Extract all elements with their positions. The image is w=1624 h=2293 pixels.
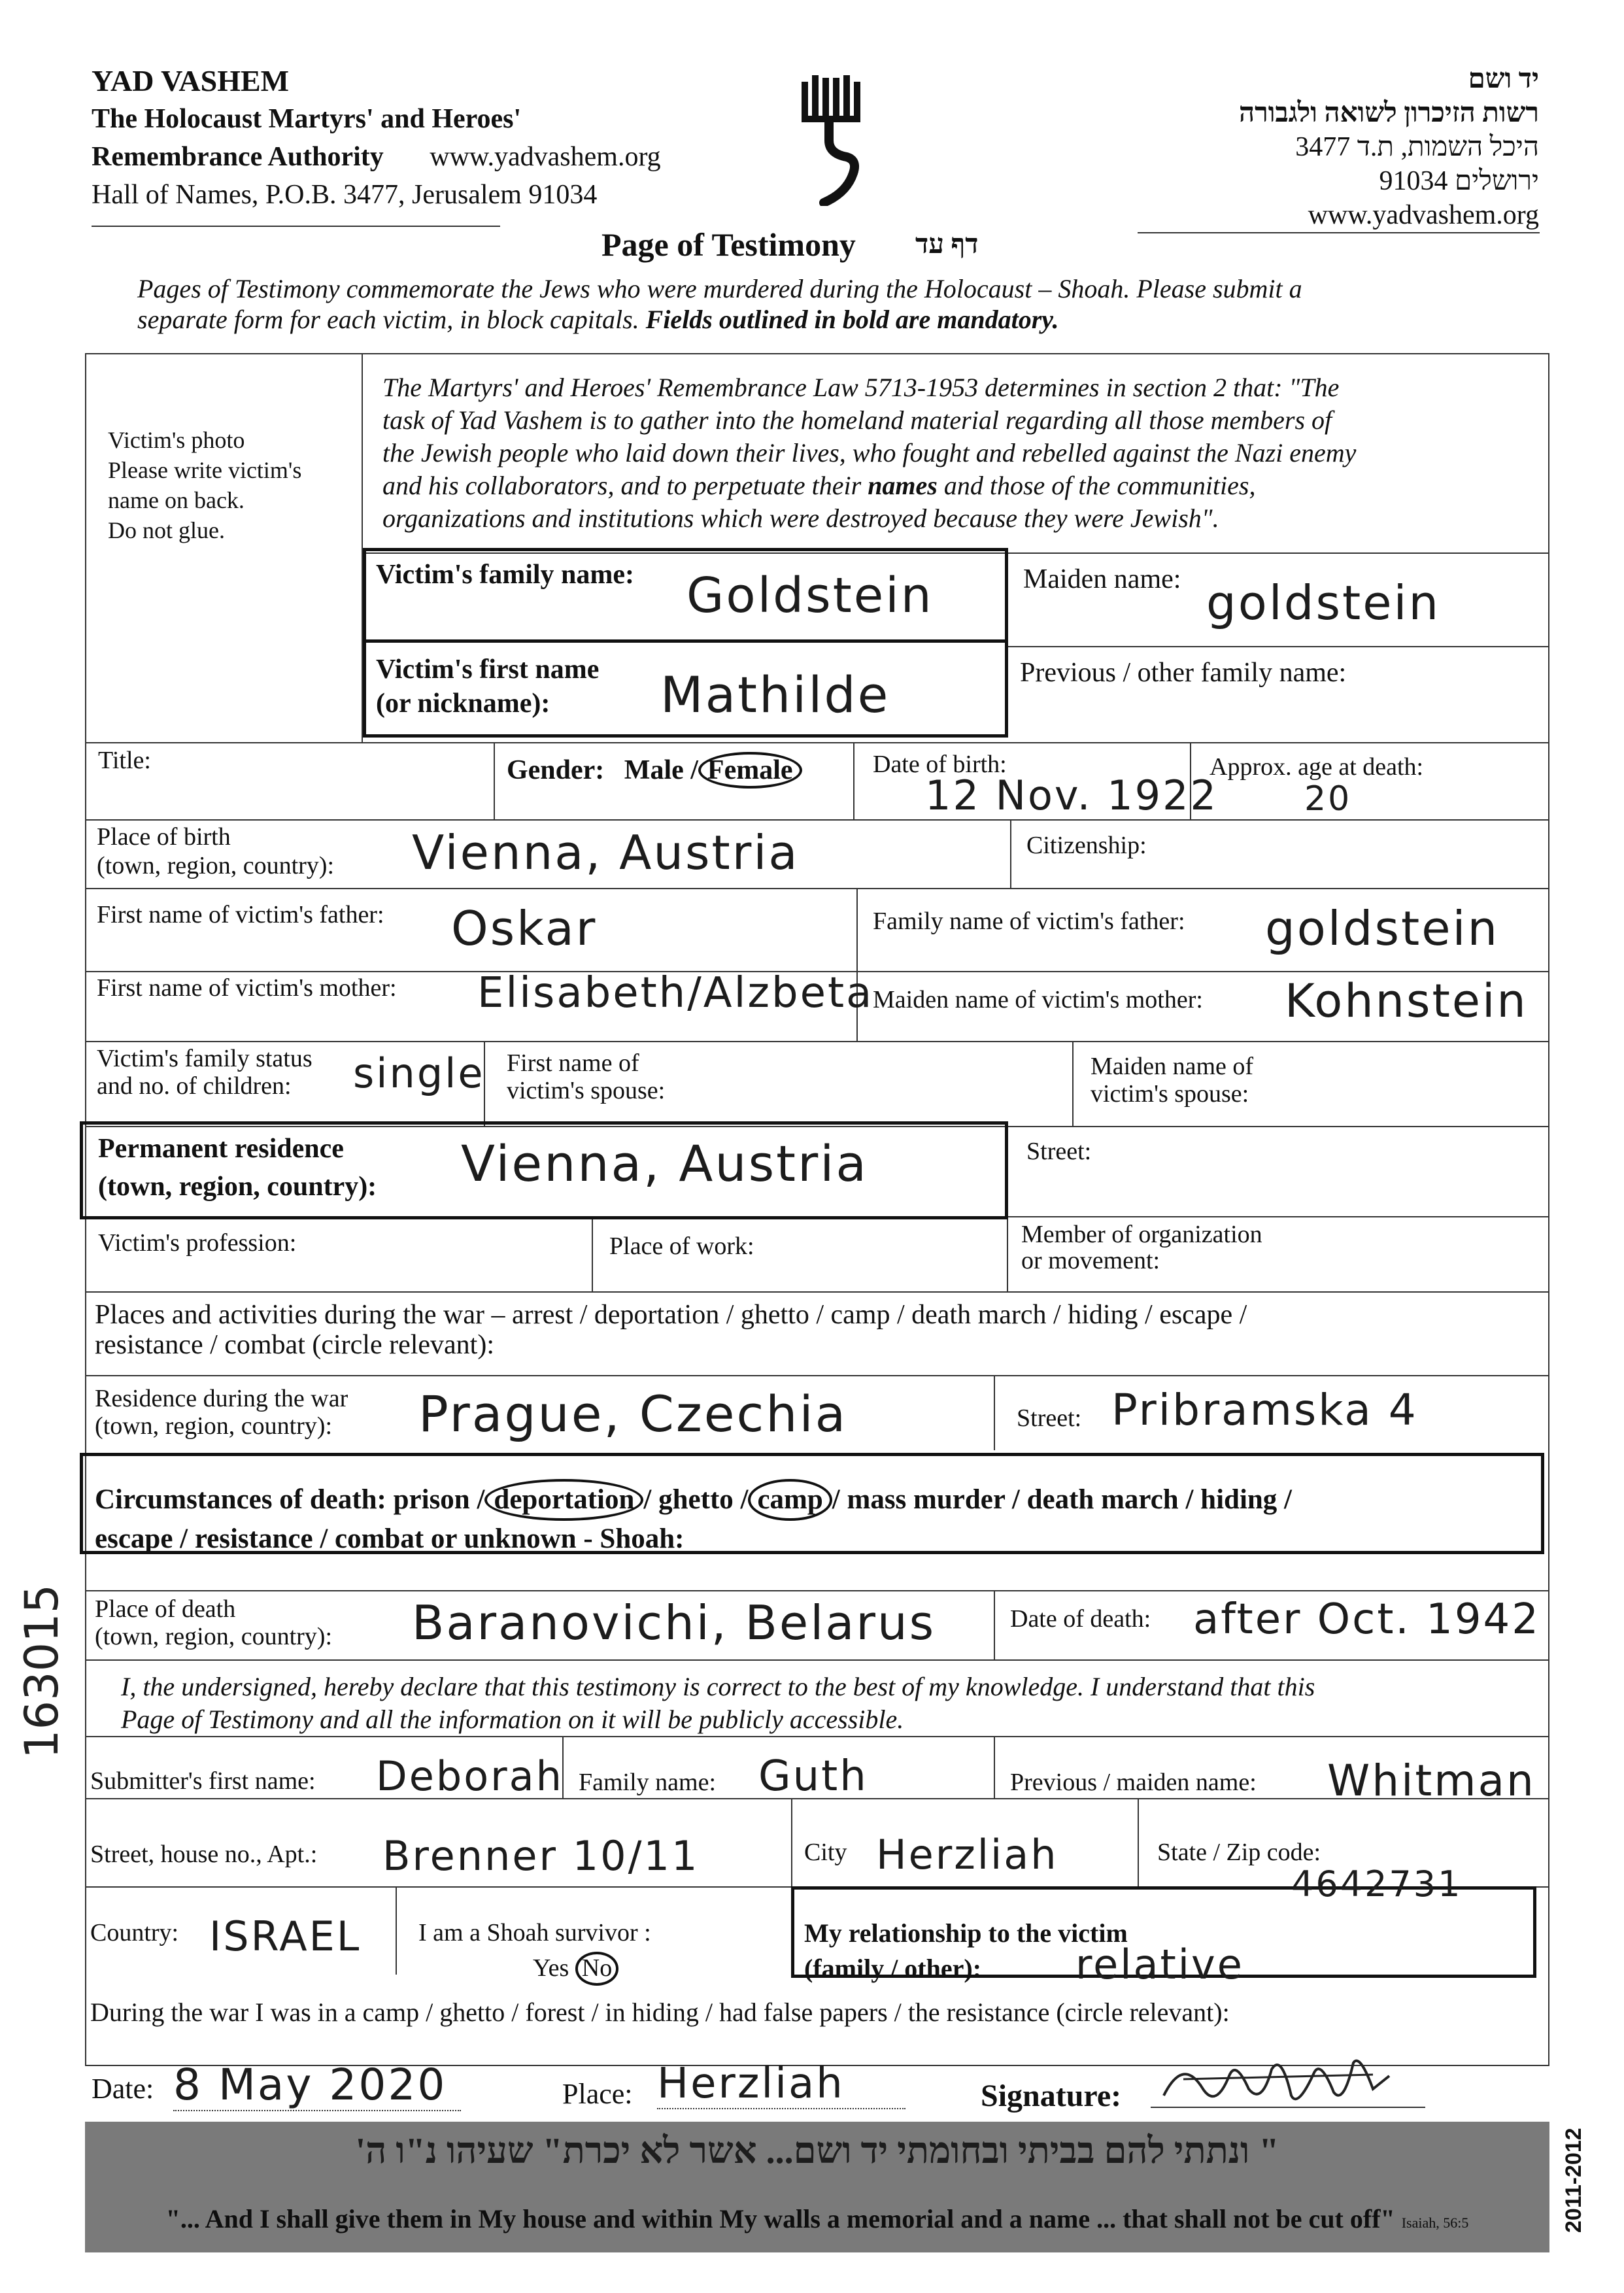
residence-label-2: (town, region, country):: [98, 1172, 377, 1202]
grid-line: [791, 1798, 792, 1886]
grid-line: [994, 1590, 995, 1659]
relationship-label-1: My relationship to the victim: [804, 1918, 1128, 1948]
previous-name-label: Previous / other family name:: [1020, 658, 1347, 688]
profession-label: Victim's profession:: [98, 1229, 297, 1257]
org-name: YAD VASHEM: [92, 64, 290, 97]
form-year-text: 2011-2012: [1561, 2128, 1586, 2233]
grid-line: [1138, 1798, 1139, 1886]
war-residence-value[interactable]: Prague, Czechia: [418, 1385, 848, 1443]
intro-line2a: separate form for each victim, in block capitals.: [137, 305, 646, 334]
intro-mandatory-note: Fields outlined in bold are mandatory.: [645, 305, 1059, 334]
gender-field: Gender: Male / Female: [507, 752, 802, 789]
he-line4: ירושלים 91034: [1379, 166, 1539, 196]
grid-line: [994, 1736, 995, 1798]
family-status-value[interactable]: single: [353, 1049, 485, 1097]
submitter-family-value[interactable]: Guth: [758, 1752, 868, 1801]
spouse-maiden-label-2: victim's spouse:: [1091, 1080, 1249, 1108]
grid-line: [1072, 1041, 1074, 1126]
footer-hebrew-quote: " ונתתי להם בביתי ובחומתי יד ושם... אשר לא יכרת" שעיהו נ"ו ה': [355, 2131, 1279, 2171]
circ-camp-circled[interactable]: camp: [748, 1479, 832, 1521]
intro-text: [137, 273, 1510, 335]
grid-line: [85, 1736, 1549, 1737]
grid-line: [85, 742, 1549, 743]
war-street-label: Street:: [1017, 1404, 1082, 1432]
page-title: Page of Testimony: [601, 226, 856, 263]
pob-label: [97, 823, 334, 880]
photo-line1: Victim's photo: [108, 427, 245, 453]
dob-label: Date of birth:: [873, 751, 1007, 778]
gender-label: Gender:: [507, 755, 605, 785]
family-status-label-2: and no. of children:: [97, 1072, 292, 1100]
survivor-options: [533, 1952, 618, 1986]
maiden-name-label: Maiden name:: [1023, 564, 1181, 594]
war-residence-label-2: (town, region, country):: [95, 1412, 333, 1440]
dob-value[interactable]: 12 Nov. 1922: [925, 772, 1218, 819]
pob-label-2: (town, region, country):: [97, 852, 335, 879]
dod-value[interactable]: after Oct. 1942: [1193, 1595, 1540, 1644]
father-first-value[interactable]: Oskar: [451, 901, 598, 956]
submitter-first-value[interactable]: Deborah: [376, 1752, 564, 1800]
relationship-value[interactable]: relative: [1075, 1941, 1244, 1988]
margin-note-text: 163015: [15, 1584, 69, 1759]
war-residence-label-1: Residence during the war: [95, 1385, 348, 1412]
submitter-prev-label: Previous / maiden name:: [1010, 1769, 1257, 1796]
footer-source: Isaiah, 56:5: [1401, 2215, 1469, 2231]
activities-line1: Places and activities during the war – arrest / deportation / ghetto / camp / death march / hiding / escape /: [95, 1300, 1247, 1330]
zip-label: State / Zip code:: [1157, 1839, 1321, 1866]
declaration-line1: I, the undersigned, hereby declare that this testimony is correct to the best of my knowledge. I understand that this: [121, 1672, 1315, 1701]
pod-label-2: (town, region, country):: [95, 1623, 333, 1650]
law-line4a: and his collaborators, and to perpetuate their: [382, 471, 868, 500]
member-label-1: Member of organization: [1021, 1221, 1262, 1248]
footer-english-quote-row: [98, 2203, 1536, 2234]
circ-part-c: / mass murder / death march / hiding /: [832, 1484, 1292, 1515]
mother-first-label: First name of victim's mother:: [97, 974, 397, 1002]
work-label: Place of work:: [609, 1232, 754, 1260]
org-line2: The Holocaust Martyrs' and Heroes': [92, 104, 522, 134]
he-line1: יד ושם: [1468, 64, 1539, 94]
signature-label: Signature:: [981, 2079, 1122, 2113]
age-value[interactable]: 20: [1304, 779, 1352, 819]
he-line2: רשות הזיכרון לשואה ולגבורה: [1238, 98, 1539, 128]
first-name-label: [376, 653, 599, 721]
header-hebrew-block: [1239, 62, 1539, 232]
family-status-label: [97, 1045, 313, 1100]
first-name-value[interactable]: Mathilde: [660, 666, 890, 724]
grid-line: [494, 742, 495, 819]
street-label: Street:: [1026, 1138, 1092, 1165]
page-title-hebrew: דף עד: [915, 229, 979, 260]
member-label-2: or movement:: [1021, 1247, 1160, 1274]
mother-first-value[interactable]: Elisabeth/Alzbeta: [477, 969, 874, 1017]
pob-label-1: Place of birth: [97, 823, 231, 851]
org-line3: Remembrance Authority: [92, 142, 384, 172]
street-no-label: Street, house no., Apt.:: [90, 1841, 318, 1868]
law-text: [382, 371, 1540, 535]
date-value[interactable]: 8 May 2020: [173, 2060, 461, 2111]
grid-line: [85, 1291, 1549, 1293]
grid-line: [85, 1041, 1549, 1042]
circ-deportation-circled[interactable]: deportation: [484, 1479, 643, 1521]
law-line1: The Martyrs' and Heroes' Remembrance Law 5713-1953 determines in section 2 that: "The: [382, 373, 1340, 402]
pod-label-1: Place of death: [95, 1595, 236, 1623]
date-label: Date:: [92, 2073, 154, 2105]
yad-vashem-logo-icon: [798, 75, 863, 206]
header-org-block: [92, 62, 661, 214]
photo-line2: Please write victim's: [108, 457, 302, 483]
he-website[interactable]: www.yadvashem.org: [1308, 200, 1539, 230]
grid-line: [85, 1590, 1549, 1591]
survivor-no-option-circled[interactable]: No: [575, 1952, 618, 1986]
law-line2: task of Yad Vashem is to gather into the homeland material regarding all those members of: [382, 405, 1332, 435]
circumstances-text: [95, 1479, 1292, 1557]
org-line3-row: [92, 138, 661, 176]
pob-value[interactable]: Vienna, Austria: [412, 825, 800, 880]
spouse-maiden-label-1: Maiden name of: [1091, 1053, 1254, 1080]
header-rule-right: [1138, 232, 1540, 233]
law-line5: organizations and institutions which were destroyed because they were Jewish".: [382, 503, 1219, 533]
maiden-name-value[interactable]: goldstein: [1206, 575, 1441, 630]
activities-text: [95, 1300, 1247, 1360]
mother-maiden-value[interactable]: Kohnstein: [1285, 974, 1528, 1028]
grid-line: [856, 888, 858, 1041]
grid-line: [85, 1375, 1549, 1376]
survivor-label: I am a Shoah survivor :: [418, 1919, 651, 1946]
pod-label: [95, 1595, 332, 1650]
place-label: Place:: [562, 2078, 633, 2110]
intro-line2: [137, 304, 1510, 335]
member-label: [1021, 1221, 1262, 1274]
submitter-first-label: Submitter's first name:: [90, 1767, 316, 1795]
margin-handwritten-number: [12, 1569, 71, 1765]
activities-line2: resistance / combat (circle relevant):: [95, 1330, 495, 1360]
age-label: Approx. age at death:: [1210, 753, 1424, 781]
circumstances-line1: [95, 1479, 1292, 1521]
during-war-text: During the war I was in a camp / ghetto / forest / in hiding / had false papers / the resistance (circle relevant):: [90, 1997, 1230, 2027]
law-line4: [382, 469, 1540, 502]
submitter-family-label: Family name:: [579, 1769, 717, 1796]
photo-line3: name on back.: [108, 487, 245, 513]
grid-line: [396, 1886, 397, 1975]
place-value[interactable]: Herzliah: [657, 2060, 905, 2109]
org-address: Hall of Names, P.O.B. 3477, Jerusalem 91034: [92, 180, 598, 210]
gender-female-option-circled[interactable]: Female: [698, 752, 802, 789]
dod-label: Date of death:: [1010, 1605, 1151, 1633]
spouse-maiden-label: [1091, 1053, 1253, 1108]
residence-value[interactable]: Vienna, Austria: [461, 1134, 868, 1193]
father-first-label: First name of victim's father:: [97, 901, 384, 928]
first-name-label-1: Victim's first name: [376, 654, 600, 685]
spouse-first-label: [507, 1049, 665, 1104]
relationship-label-2: (family / other):: [804, 1954, 982, 1983]
citizenship-label: Citizenship:: [1026, 832, 1147, 859]
declaration-line2: Page of Testimony and all the information on it will be publicly accessible.: [121, 1705, 904, 1734]
form-year-label: [1555, 2118, 1594, 2236]
street-no-value[interactable]: Brenner 10/11: [382, 1832, 700, 1880]
city-label: City: [804, 1839, 847, 1866]
pod-value[interactable]: Baranovichi, Belarus: [412, 1595, 936, 1650]
gender-male-option[interactable]: Male: [624, 755, 684, 785]
intro-line1: Pages of Testimony commemorate the Jews who were murdered during the Holocaust – Shoah. Please submit a: [137, 274, 1302, 303]
title-label: Title:: [98, 747, 151, 774]
grid-line: [1007, 1216, 1008, 1291]
law-line4c: and those of the communities,: [937, 471, 1256, 500]
circ-part-b: / ghetto /: [643, 1484, 749, 1515]
spouse-first-label-2: victim's spouse:: [507, 1077, 666, 1104]
submitter-prev-value[interactable]: Whitman: [1327, 1756, 1536, 1806]
grid-line: [853, 742, 854, 819]
grid-line: [592, 1216, 593, 1291]
header-rule-left: [92, 226, 500, 227]
city-value[interactable]: Herzliah: [876, 1831, 1058, 1878]
grid-line: [85, 1659, 1549, 1661]
grid-line: [85, 819, 1549, 821]
he-line3: היכל השמות, ת.ד 3477: [1295, 132, 1539, 162]
father-family-label: Family name of victim's father:: [873, 908, 1185, 935]
war-residence-label: [95, 1385, 348, 1440]
family-name-value[interactable]: Goldstein: [686, 568, 934, 624]
family-name-label: Victim's family name:: [376, 560, 635, 590]
grid-line: [994, 1375, 995, 1450]
family-status-label-1: Victim's family status: [97, 1045, 313, 1072]
declaration-text: [121, 1671, 1315, 1736]
law-line4b: names: [868, 471, 938, 500]
circ-part-a: Circumstances of death: prison /: [95, 1484, 485, 1515]
first-name-label-2: (or nickname):: [376, 688, 550, 719]
grid-line: [1007, 646, 1549, 647]
grid-line: [85, 888, 1549, 889]
grid-line: [1010, 819, 1011, 888]
zip-value[interactable]: 4642731: [1291, 1863, 1463, 1905]
war-street-value[interactable]: Pribramska 4: [1111, 1385, 1418, 1435]
photo-line4: Do not glue.: [108, 517, 225, 543]
grid-line: [363, 639, 1008, 643]
survivor-yes-option[interactable]: Yes: [533, 1954, 569, 1982]
org-website[interactable]: www.yadvashem.org: [430, 142, 661, 172]
mother-maiden-label: Maiden name of victim's mother:: [873, 986, 1203, 1013]
country-label: Country:: [90, 1919, 179, 1946]
spouse-first-label-1: First name of: [507, 1049, 639, 1077]
law-line3: the Jewish people who laid down their lives, who fought and rebelled against the Nazi enemy: [382, 438, 1357, 467]
residence-label-1: Permanent residence: [98, 1134, 344, 1164]
circumstances-line2: escape / resistance / combat or unknown - Shoah:: [95, 1523, 685, 1554]
signature-scribble-icon[interactable]: [1157, 2050, 1399, 2115]
footer-english-quote: "... And I shall give them in My house and within My walls a memorial and a name ... that shall not be cut off": [165, 2204, 1395, 2234]
country-value[interactable]: ISRAEL: [209, 1912, 362, 1960]
residence-label: [98, 1130, 377, 1206]
father-family-value[interactable]: goldstein: [1265, 901, 1500, 956]
photo-box: [108, 425, 301, 545]
